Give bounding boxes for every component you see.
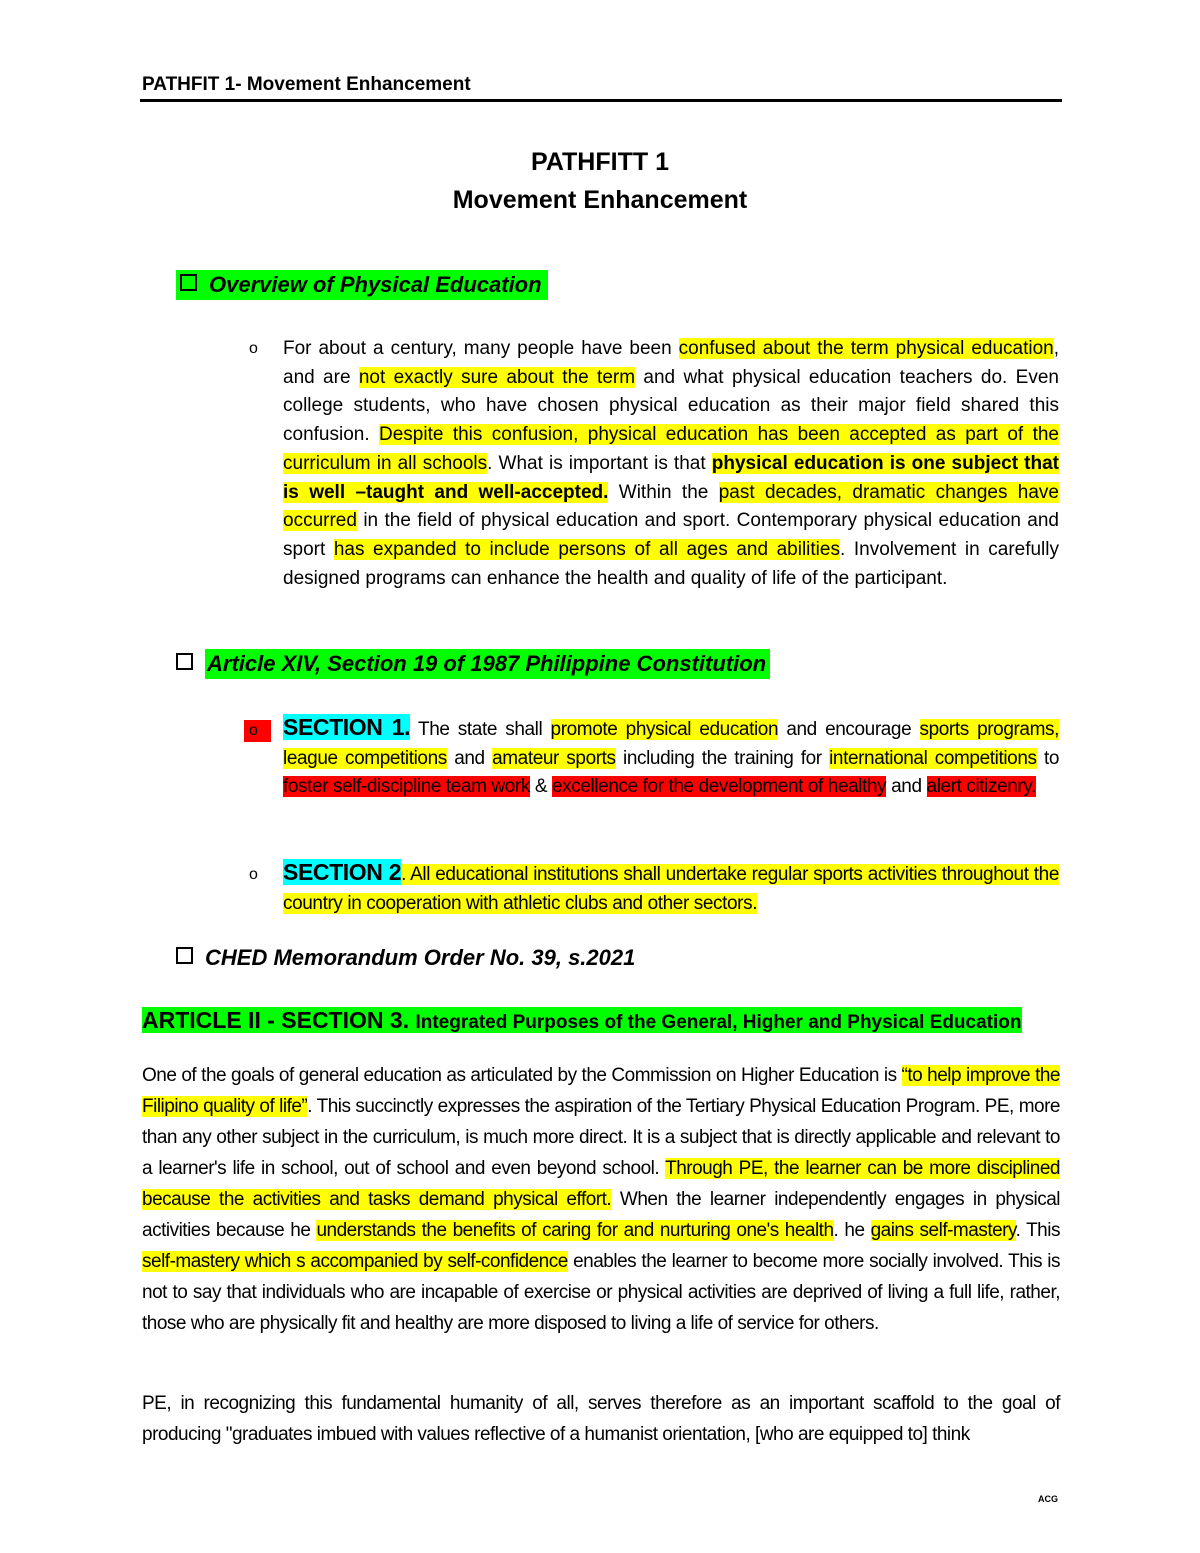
highlight-red: alert citizenry.: [926, 776, 1036, 797]
text-run: and: [446, 747, 493, 769]
highlight-yellow: physical education is one subject that is well –taught and well-accepted.: [283, 452, 1059, 503]
highlight-yellow: Through PE, the learner can be more disciplined because the activities and tasks demand physical effort.: [142, 1158, 1060, 1210]
text-run: enables the learner to become more socially involved. This is not to say that individuals who are incapable of exercise or physical activities are deprived of living a full life, rather, those who are physically fit and healthy are more disposed to living a life of service for others.: [142, 1251, 1060, 1334]
footer-initials: ACG: [1038, 1494, 1058, 1504]
highlight-yellow: self-mastery which s accompanied by self-confidence: [142, 1251, 568, 1272]
article-ii-heading: [142, 1007, 1022, 1034]
highlight-yellow: gains self-mastery: [870, 1220, 1016, 1241]
text-run: in the field of physical education and sport. Contemporary physical education and sport: [283, 510, 1059, 560]
overview-heading-text: Overview of Physical Education: [209, 272, 542, 297]
text-run: . he: [833, 1220, 871, 1241]
ched-heading: [176, 945, 635, 971]
text-run: When the learner independently engages in physical activities because he: [142, 1189, 1061, 1241]
text-run: and what physical education teachers do. Even college students, who have chosen physical education as their major field shared this confusion.: [283, 366, 1059, 446]
highlight-yellow: . All educational institutions shall undertake regular sports activities throughout the country in cooperation with athletic clubs and other sectors.: [283, 864, 1059, 914]
highlight-yellow: confused about the term physical education: [678, 338, 1054, 359]
text-run: including the training for: [615, 747, 830, 769]
highlight-yellow: “to help improve the Filipino quality of life”: [142, 1065, 1060, 1117]
highlight-yellow: international competitions: [829, 747, 1037, 769]
text-run: .: [402, 1007, 416, 1033]
bullet-icon: o: [244, 720, 271, 742]
highlight-yellow: past decades, dramatic changes have occurred: [283, 481, 1060, 532]
bullet-icon: o: [249, 866, 258, 883]
text-run: . This: [1015, 1220, 1060, 1241]
text-run: The state shall: [410, 719, 551, 740]
bullet-icon: o: [249, 340, 258, 357]
running-header: PATHFIT 1- Movement Enhancement: [142, 74, 471, 95]
text-run: . What is important is that: [487, 452, 712, 474]
highlight-yellow: sports programs, league competitions: [283, 719, 1059, 769]
document-title: PATHFITT 1: [531, 148, 669, 176]
highlight-yellow: has expanded to include persons of all ages and abilities: [333, 538, 840, 560]
text-run: to: [1036, 747, 1059, 769]
highlight-yellow: promote physical education: [550, 719, 779, 740]
overview-heading: [176, 272, 548, 298]
text-run: and encourage: [778, 719, 920, 740]
text-run: . This succinctly expresses the aspiration of the Tertiary Physical Education Program. PE, more than any other subject in the curriculum, is much more direct. It is a subject that is directly applicable and relevant to a learner's life in school, out of school and even beyond school.: [142, 1096, 1060, 1179]
article-ii-title: Integrated Purposes of the General, Higher and Physical Education: [415, 1012, 1022, 1033]
highlight-yellow: amateur sports: [492, 747, 616, 769]
section-2-label: SECTION 2: [283, 859, 402, 885]
highlight-yellow: understands the benefits of caring for and nurturing one's health: [316, 1220, 834, 1241]
highlight-red: foster self-discipline team work: [283, 776, 530, 797]
section-2-paragraph: [283, 858, 1059, 918]
body-paragraph-2: PE, in recognizing this fundamental humanity of all, serves therefore as an important scaffold to the goal of producing "graduates imbued with values reflective of a humanist orientation, [who are equipped to] think: [142, 1393, 1060, 1445]
text-run: , and are: [283, 338, 1059, 388]
text-run: For about a century, many people have been: [283, 338, 679, 359]
checkbox-bullet-icon: [176, 653, 193, 670]
article-ii-highlight: [142, 1007, 1022, 1033]
article-xiv-heading-text: Article XIV, Section 19 of 1987 Philippine Constitution: [205, 649, 770, 679]
article-xiv-heading: [176, 651, 770, 677]
section-1-paragraph: [283, 713, 1059, 802]
checkbox-bullet-icon: [180, 274, 197, 291]
highlight-red: excellence for the development of healthy: [552, 776, 887, 797]
overview-heading-highlight: [176, 270, 548, 300]
overview-paragraph: [283, 335, 1059, 593]
highlight-yellow: not exactly sure about the term: [358, 366, 636, 388]
body-paragraph-1: [142, 1060, 1060, 1339]
highlight-yellow: Despite this confusion, physical education has been accepted as part of the curriculum in all schools: [283, 424, 1059, 474]
article-ii-label: ARTICLE II - SECTION 3: [142, 1007, 403, 1033]
document-subtitle: Movement Enhancement: [452, 186, 748, 214]
text-run: . Involvement in carefully designed programs can enhance the health and quality of life of the participant.: [283, 538, 1059, 589]
text-run: &: [529, 776, 552, 797]
header-rule: [140, 99, 1062, 102]
section-1-label: SECTION 1.: [283, 714, 411, 740]
ched-heading-text: CHED Memorandum Order No. 39, s.2021: [205, 945, 636, 970]
text-run: One of the goals of general education as articulated by the Commission on Higher Education is: [142, 1065, 902, 1086]
checkbox-bullet-icon: [176, 947, 193, 964]
text-run: Within the: [608, 481, 719, 503]
text-run: and: [886, 776, 927, 797]
